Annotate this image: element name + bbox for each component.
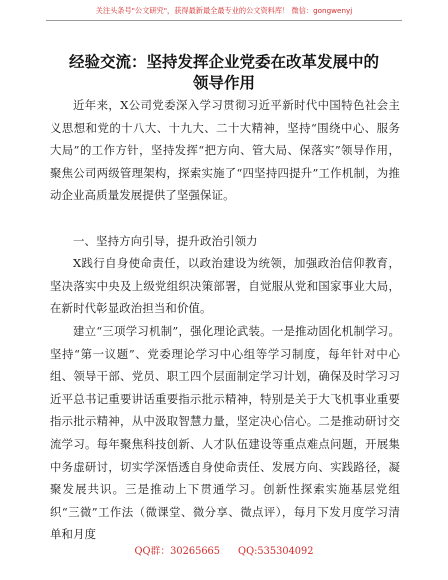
body-paragraph-2: 建立“三项学习机制”，强化理论武装。一是推动固化机制学习。坚持“第一议题”、党委理论学习中心组等学习制度，每年针对中心组、领导干部、党员、职工四个层面制定学习计划，确保及时学习习近平总书记重要讲话重要指示批示精神，特别是关于大飞机事业重要指示批示精神，从中汲取智慧力量，坚定决心信心。二是推动研讨交流学习。每年聚焦科技创新、人才队伍建设等重点难点问题，开展集中务虚研讨，切实学深悟透自身使命责任、发展方向、实践路径，凝聚发展共识。三是推动上下贯通学习。创新性探索实施基层党组织“三微”工作法（微课堂、微分享、微点评），每月下发月度学习清单和月度 (50, 324, 400, 542)
body-paragraph-1: X践行自身使命责任，以政治建设为统领，加强政治信仰教育，坚决落实中央及上级党组织决策部署，自觉服从党和国家事业大局，在新时代彰显政治担当和价值。 (50, 256, 400, 316)
banner-divider (46, 20, 402, 21)
title-line-1: 经验交流：坚持发挥企业党委在改革发展中的 (68, 53, 379, 71)
footer-qq-group-number: 30265665 (170, 546, 221, 557)
footer-qq-label: QQ: (238, 546, 258, 557)
footer-qq-group-label: QQ群： (134, 546, 171, 557)
footer-contact (0, 543, 448, 557)
title-line-2: 领导作用 (192, 74, 255, 92)
footer-qq-number: 535304092 (257, 546, 314, 557)
top-banner: 关注头条号"公文研究"，获得最新最全最专业的公文资料库！ 微信：gongwenyj (95, 6, 353, 15)
section-heading-1: 一、坚持方向引导，提升政治引领力 (73, 234, 258, 248)
document-title (40, 52, 408, 94)
intro-paragraph: 近年来，X公司党委深入学习贯彻习近平新时代中国特色社会主义思想和党的十八大、十九大、二十大精神，坚持“围绕中心、服务大局”的工作方针，坚持发挥“把方向、管大局、保落实”领导作用，聚焦公司两级管理架构，探索实施了“四坚持四提升”工作机制，为推动企业高质量发展提供了坚强保证。 (50, 98, 400, 203)
